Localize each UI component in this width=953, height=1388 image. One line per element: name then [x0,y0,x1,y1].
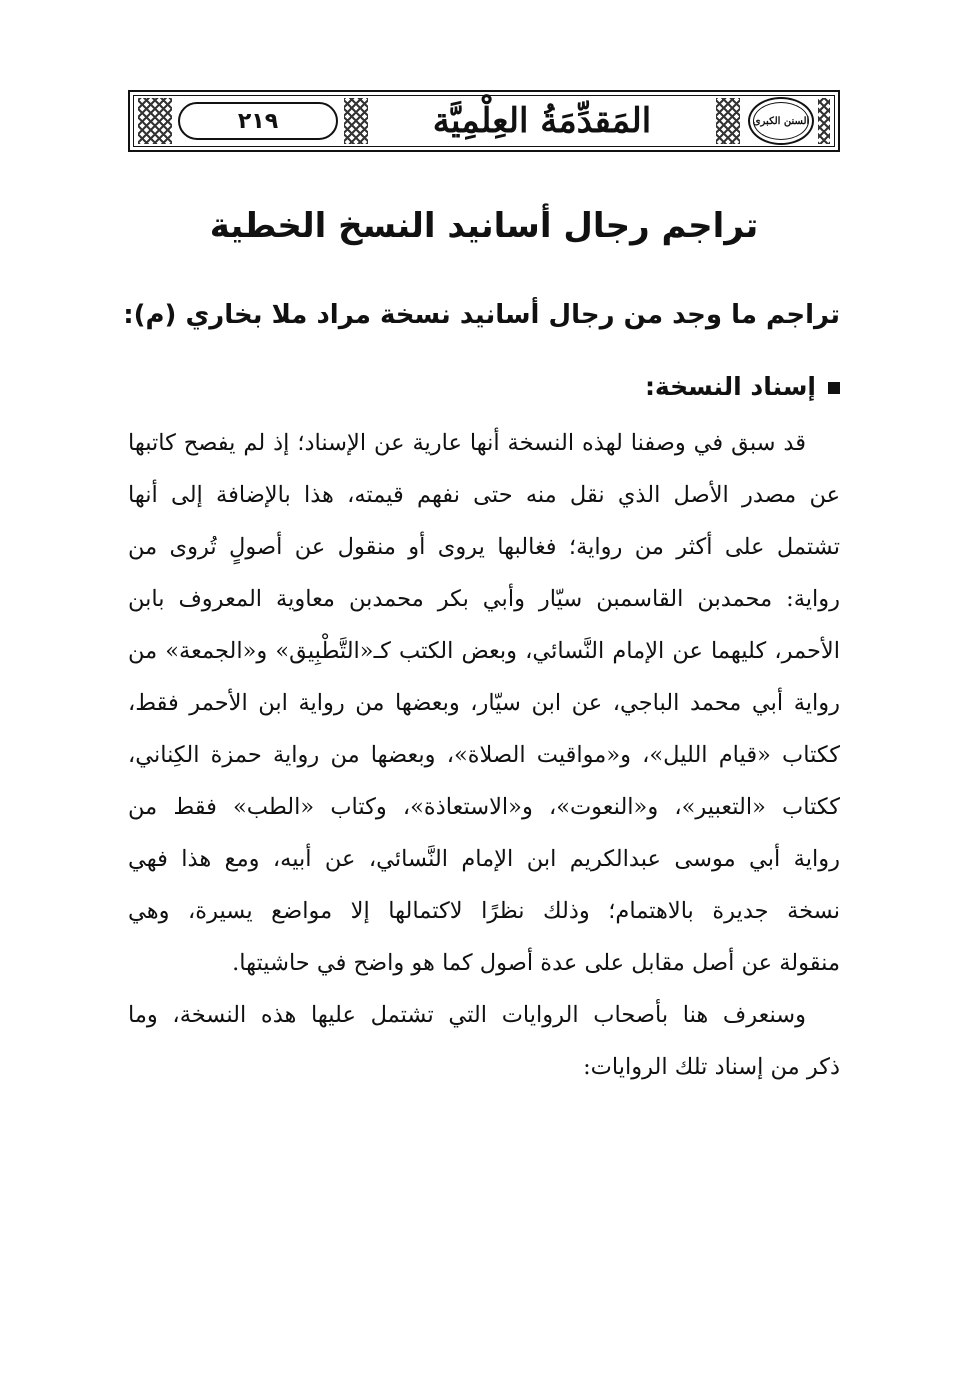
paragraph1-line: رواية أبي موسى عبدالكريم ابن الإمام النَّسائي، عن أبيه، ومع هذا فهي [128,846,840,872]
paragraph1-line: تشتمل على أكثر من رواية؛ فغالبها يروى أو منقول عن أصولٍ تُروى من [128,534,840,560]
paragraph1-line: ككتاب «التعبير»، و«النعوت»، و«الاستعاذة»، وكتاب «الطب» فقط من [128,794,840,820]
paragraph2-line: ذكر من إسناد تلك الروايات: [583,1054,840,1080]
running-title: المَقدِّمَةُ العِلْمِيَّة [432,101,652,141]
paragraph1-line: ككتاب «قيام الليل»، و«مواقيت الصلاة»، وبعضها من رواية حمزة الكِناني، [128,742,840,768]
bullet-square-icon [828,382,840,394]
ornament-right-outer [818,98,830,144]
paragraph2-line: وسنعرف هنا بأصحاب الروايات التي تشتمل عليها هذه النسخة، وما [128,1002,806,1028]
paragraph1-line: عن مصدر الأصل الذي نقل منه حتى نفهم قيمته، هذا بالإضافة إلى أنها [128,482,840,508]
ornament-left-outer [138,98,172,144]
paragraph1-line: منقولة عن أصل مقابل على عدة أصول كما هو واضح في حاشيتها. [232,950,840,976]
paragraph1-line: قد سبق في وصفنا لهذه النسخة أنها عارية عن الإسناد؛ إذ لم يفصح كاتبها [128,430,806,456]
paragraph1-line: الأحمر، كليهما عن الإمام النَّسائي، وبعض الكتب كـ«التَّطْبِيق» و«الجمعة» من [128,638,840,664]
ornament-right-inner [716,98,740,144]
isnad-heading [128,372,840,401]
book-logo-text: السنن الكبرى [752,115,810,127]
paragraph1-line: رواية أبي محمد الباجي، عن ابن سيّار، وبعضها من رواية ابن الأحمر فقط، [128,690,840,716]
chapter-title: تراجم رجال أسانيد النسخ الخطية [209,206,759,246]
isnad-heading-text: إسناد النسخة: [644,372,816,401]
ornament-left-inner [344,98,368,144]
page-number: ٢١٩ [178,102,338,140]
running-header [128,90,840,152]
paragraph1-line: نسخة جديرة بالاهتمام؛ وذلك نظرًا لاكتمالها إلا مواضع يسيرة، وهي [128,898,840,924]
section-subheading: تراجم ما وجد من رجال أسانيد نسخة مراد ملا بخاري (م): [123,300,840,330]
book-logo-seal [748,97,814,145]
paragraph1-line: رواية: محمدبن القاسمبن سيّار وأبي بكر محمدبن معاوية المعروف بابن [128,586,840,612]
